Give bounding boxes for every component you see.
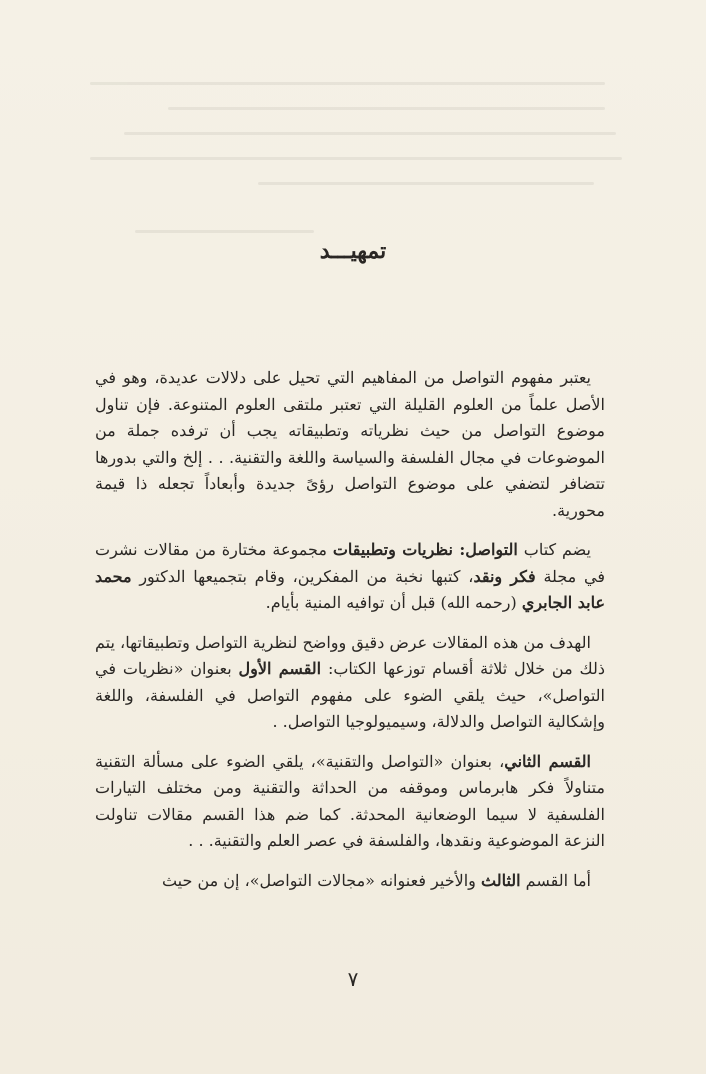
bold-text-segment: محمد عابد الجابري xyxy=(95,566,605,612)
text-segment: (رحمه الله) قبل أن توافيه المنية بأيام. xyxy=(265,593,522,612)
text-segment: والأخير فعنوانه «مجالات التواصل»، إن من حيث xyxy=(161,870,481,890)
paragraph xyxy=(95,630,605,736)
bold-text-segment: التواصل: نظريات وتطبيقات xyxy=(332,540,518,559)
text-segment: ، بعنوان «التواصل والتقنية»، يلقي الضوء على مسألة التقنية متناولاً فكر هابرماس وموقفه من الحداثة والتقنية ومن مختلف التيارات الفلسفية لا سيما الوضعانية المحدثة. كما ضم هذا القسم مقالات تناولت النزعة الموضوعية ونقدها، والفلسفة في عصر العلم والتقنية. . . xyxy=(95,751,605,850)
body-text xyxy=(95,365,605,907)
paragraph xyxy=(95,749,605,855)
page-number: ٧ xyxy=(347,967,359,991)
bold-text-segment: القسم الثاني xyxy=(504,751,592,771)
text-segment: أما القسم xyxy=(520,870,591,890)
paragraph xyxy=(95,365,605,524)
text-segment: ، كتبها نخبة من المفكرين، وقام بتجميعها الدكتور xyxy=(131,566,474,586)
bold-text-segment: القسم الأول xyxy=(238,659,322,678)
text-segment: الهدف من هذه المقالات عرض دقيق وواضح لنظرية التواصل وتطبيقاتها، يتم ذلك من خلال ثلاثة أقسام توزعها الكتاب: xyxy=(95,632,605,678)
bold-text-segment: الثالث xyxy=(480,870,521,890)
bold-text-segment: فكر ونقد xyxy=(473,566,536,586)
page-title xyxy=(0,238,706,264)
text-segment: يضم كتاب xyxy=(517,540,592,559)
page-title-text: تمهيـــد xyxy=(319,238,387,264)
text-segment: بعنوان «نظريات في التواصل»، حيث يلقي الضوء على مفهوم التواصل في الفلسفة، واللغة وإشكالية التواصل والدلالة، وسيميولوجيا التواصل. . xyxy=(95,659,605,731)
text-segment: مجموعة مختارة من مقالات نشرت في مجلة xyxy=(95,540,606,586)
paragraph xyxy=(95,868,605,895)
paragraph xyxy=(95,537,605,617)
bleed-through-text xyxy=(90,82,650,255)
text-segment: يعتبر مفهوم التواصل من المفاهيم التي تحيل على دلالات عديدة، وهو في الأصل علماً من العلوم القليلة التي تعتبر ملتقى العلوم المتنوعة. فإن تناول موضوع التواصل من حيث نظرياته وتطبيقاته يجب أن ترفده جملة من الموضوعات في مجال الفلسفة والسياسة واللغة والتقنية. . . إلخ والتي بدورها تتضافر لتضفي على موضوع التواصل رؤىً جديدة وأبعاداً تجعله ذا قيمة محورية. xyxy=(95,368,605,520)
